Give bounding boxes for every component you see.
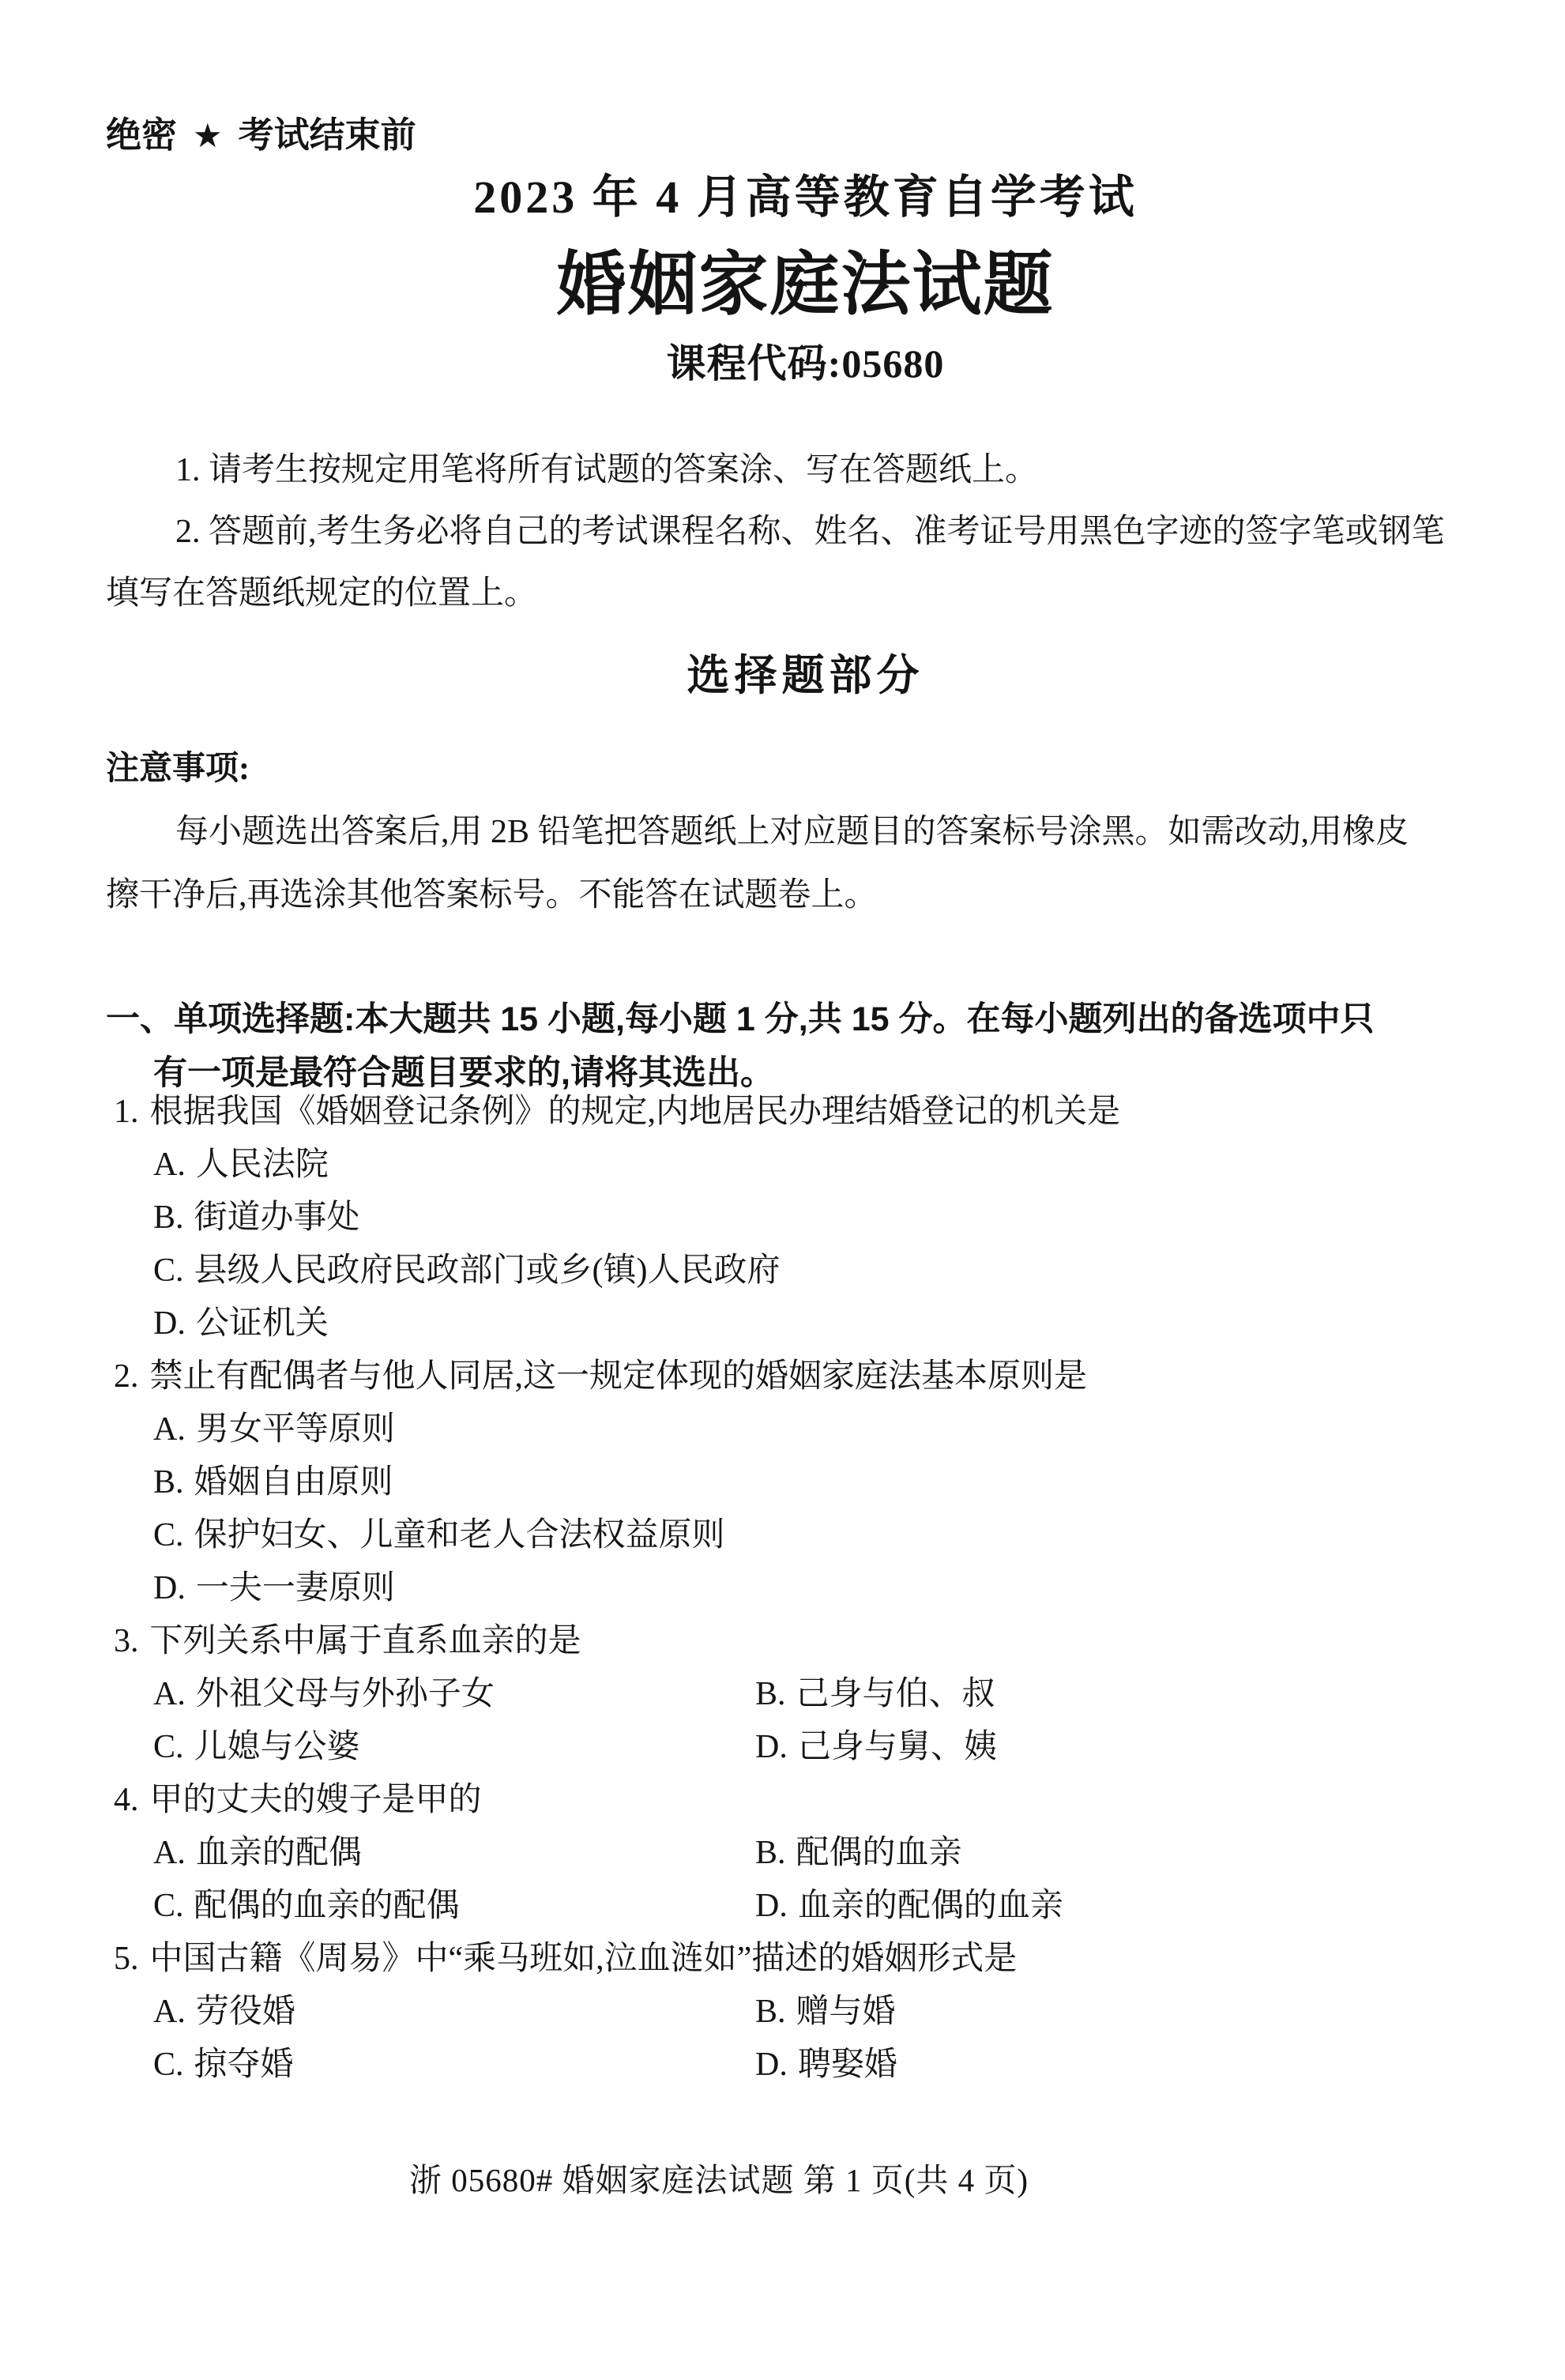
option-text: 配偶的血亲的配偶 (194, 1888, 460, 1924)
option-text: 公证机关 (195, 1305, 329, 1342)
option-label: A. (153, 1994, 186, 2030)
option-text: 血亲的配偶 (195, 1835, 362, 1871)
option-c (106, 1245, 1533, 1297)
option-text: 劳役婚 (195, 1994, 295, 2030)
question-number: 4. (114, 1782, 139, 1818)
option-c (153, 2039, 755, 2092)
exam-phase-label: 考试结束前 (238, 115, 416, 155)
option-text: 一夫一妻原则 (195, 1570, 395, 1606)
option-label: C. (153, 2047, 184, 2083)
option-row (106, 1721, 1533, 1774)
question-stem (106, 1350, 1533, 1403)
option-a (106, 1139, 1533, 1192)
option-row (106, 1986, 1533, 2039)
option-text: 外祖父母与外孙子女 (195, 1676, 495, 1712)
option-d (106, 1297, 1533, 1350)
section-title: 选择题部分 (687, 652, 924, 699)
option-c (153, 1721, 755, 1774)
option-label: A. (153, 1147, 186, 1183)
question-stem (106, 1774, 1533, 1827)
option-label: B. (755, 1676, 786, 1712)
option-text: 己身与伯、叔 (796, 1676, 995, 1712)
option-b (755, 1986, 1533, 2039)
option-row (106, 1880, 1533, 1933)
option-d (755, 1880, 1533, 1933)
option-text: 人民法院 (195, 1147, 329, 1183)
notice-text-line-2: 擦干净后,再选涂其他答案标号。不能答在试题卷上。 (106, 877, 878, 913)
option-row (106, 1827, 1533, 1880)
option-text: 县级人民政府民政部门或乡(镇)人民政府 (194, 1252, 781, 1289)
part-one-heading-line-2: 有一项是最符合题目要求的,请将其选出。 (153, 1054, 774, 1092)
question-stem (106, 1086, 1533, 1139)
question-text: 禁止有配偶者与他人同居,这一规定体现的婚姻家庭法基本原则是 (149, 1358, 1088, 1395)
option-label: A. (153, 1676, 186, 1712)
option-c (153, 1880, 755, 1933)
option-b (106, 1456, 1533, 1509)
question-text: 下列关系中属于直系血亲的是 (149, 1623, 581, 1659)
option-label: D. (755, 2047, 788, 2083)
question-stem (106, 1933, 1533, 1986)
question-text: 中国古籍《周易》中“乘马班如,泣血涟如”描述的婚姻形式是 (149, 1941, 1018, 1977)
option-label: B. (755, 1994, 786, 2030)
option-b (106, 1192, 1533, 1245)
question-stem (106, 1615, 1533, 1668)
option-label: C. (153, 1888, 184, 1924)
question-number: 2. (114, 1358, 139, 1395)
question-5 (106, 1933, 1533, 2092)
question-3 (106, 1615, 1533, 1774)
option-text: 男女平等原则 (195, 1411, 395, 1448)
option-a (153, 1827, 755, 1880)
option-text: 掠夺婚 (194, 2047, 294, 2083)
option-a (106, 1403, 1533, 1456)
course-code: 课程代码:05680 (666, 341, 945, 386)
notice-label: 注意事项: (106, 751, 250, 787)
option-text: 配偶的血亲 (796, 1835, 962, 1871)
option-label: D. (153, 1305, 186, 1342)
option-b (755, 1827, 1533, 1880)
subject-title: 婚姻家庭法试题 (556, 247, 1055, 324)
instruction-item-2-line-1: 2. 答题前,考生务必将自己的考试课程名称、姓名、准考证号用黑色字迹的签字笔或钢笔 (175, 514, 1445, 550)
option-text: 赠与婚 (796, 1994, 896, 2030)
option-d (755, 2039, 1533, 2092)
question-list (106, 1086, 1533, 2092)
option-row (106, 1668, 1533, 1721)
option-label: C. (153, 1517, 184, 1553)
option-label: C. (153, 1252, 184, 1289)
page-footer: 浙 05680# 婚姻家庭法试题 第 1 页(共 4 页) (408, 2162, 1029, 2198)
classification-banner (106, 106, 416, 157)
option-label: B. (755, 1835, 786, 1871)
secrecy-label: 绝密 (106, 115, 178, 155)
part-one-heading (106, 992, 1518, 1100)
option-a (153, 1668, 755, 1721)
question-2 (106, 1350, 1533, 1615)
option-d (755, 1721, 1533, 1774)
option-text: 儿媳与公婆 (194, 1729, 360, 1765)
instruction-item-2-line-2: 填写在答题纸规定的位置上。 (106, 575, 538, 612)
question-number: 1. (114, 1094, 139, 1130)
question-text: 甲的丈夫的嫂子是甲的 (149, 1782, 482, 1818)
option-c (106, 1509, 1533, 1562)
notice-block (106, 737, 1518, 927)
question-4 (106, 1774, 1533, 1933)
notice-text-line-1: 每小题选出答案后,用 2B 铅笔把答题纸上对应题目的答案标号涂黑。如需改动,用橡皮 (175, 814, 1409, 850)
option-a (153, 1986, 755, 2039)
exam-session-title: 2023 年 4 月高等教育自学考试 (473, 171, 1138, 223)
option-text: 婚姻自由原则 (194, 1464, 393, 1501)
option-row (106, 2039, 1533, 2092)
part-one-heading-line-1: 一、单项选择题:本大题共 15 小题,每小题 1 分,共 15 分。在每小题列出的备选项中只 (106, 1000, 1375, 1038)
question-text: 根据我国《婚姻登记条例》的规定,内地居民办理结婚登记的机关是 (149, 1094, 1121, 1130)
option-text: 聘娶婚 (797, 2047, 897, 2083)
option-text: 街道办事处 (194, 1199, 360, 1236)
star-icon: ★ (193, 117, 223, 154)
option-label: A. (153, 1835, 186, 1871)
option-label: A. (153, 1411, 186, 1448)
question-1 (106, 1086, 1533, 1350)
question-number: 3. (114, 1623, 139, 1659)
instruction-item-1: 1. 请考生按规定用笔将所有试题的答案涂、写在答题纸上。 (175, 452, 1039, 488)
option-label: B. (153, 1199, 184, 1236)
option-label: C. (153, 1729, 184, 1765)
option-text: 血亲的配偶的血亲 (797, 1888, 1063, 1924)
option-b (755, 1668, 1533, 1721)
option-text: 己身与舅、姨 (797, 1729, 997, 1765)
question-number: 5. (114, 1941, 139, 1977)
option-d (106, 1562, 1533, 1615)
option-label: D. (153, 1570, 186, 1606)
option-label: D. (755, 1729, 788, 1765)
option-label: B. (153, 1464, 184, 1501)
option-text: 保护妇女、儿童和老人合法权益原则 (194, 1517, 725, 1553)
option-label: D. (755, 1888, 788, 1924)
general-instructions (106, 439, 1518, 624)
